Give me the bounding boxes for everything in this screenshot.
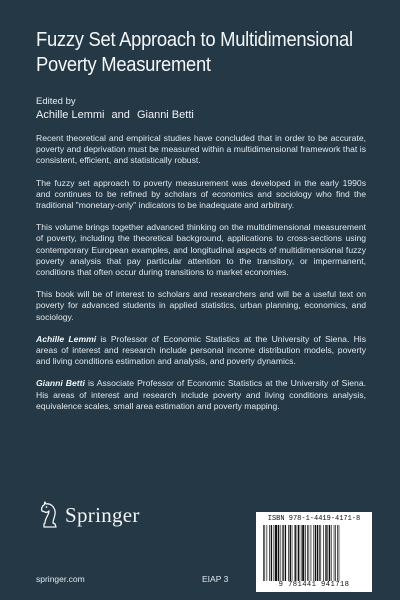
editor-bio-2 xyxy=(36,378,366,412)
editor-bio-1 xyxy=(36,334,366,368)
series-code: EIAP 3 xyxy=(202,574,229,584)
springer-wordmark: Springer xyxy=(65,502,140,527)
chess-knight-icon xyxy=(40,501,60,529)
bio-text-1: is Professor of Economic Statistics at the University of Siena. His areas of interest and research include personal income distribution models, poverty and living conditions estimation and analysis, and poverty dynamics. xyxy=(36,333,367,367)
springer-logo xyxy=(40,500,140,530)
editor-name-1: Achille Lemmi xyxy=(36,109,105,121)
back-cover-blurb xyxy=(36,133,366,423)
blurb-paragraph-4: This book will be of interest to scholars and researchers and will be a useful text on poverty for advanced students in applied statistics, urban planning, economics, and sociology. xyxy=(36,289,366,322)
publisher-website: springer.com xyxy=(36,574,85,584)
isbn-barcode-box xyxy=(256,512,372,592)
editor-name-2: Gianni Betti xyxy=(136,109,194,121)
book-title xyxy=(36,28,353,78)
bio-text-2: is Associate Professor of Economic Statistics at the University of Siena. His areas of interest and research include poverty and living conditions analysis, equivalence scales, small area estimation and poverty mapping. xyxy=(36,378,366,411)
title-line-2: Poverty Measurement xyxy=(36,54,211,76)
bio-name-1: Achille Lemmi xyxy=(36,333,97,344)
editor-conjunction: and xyxy=(111,109,130,121)
barcode-number: 9 781441 941718 xyxy=(278,581,350,589)
title-line-1: Fuzzy Set Approach to Multidimensional xyxy=(36,29,353,51)
blurb-paragraph-3: This volume brings together advanced thinking on the multidimensional measurement of poverty, including the theoretical background, applications to cross-sections using contemporary European examples, and longitudinal aspects of multidimensional fuzzy poverty analysis that pay particular attention to the transitory, or impermanent, conditions that often occur during transitions to market economies. xyxy=(36,222,366,278)
blurb-paragraph-2: The fuzzy set approach to poverty measurement was developed in the early 1990s and continues to be refined by scholars of economics and sociology who find the traditional "monetary-only" indicators to be inadequate and arbitrary. xyxy=(36,177,366,211)
barcode-image xyxy=(263,525,365,581)
blurb-paragraph-1: Recent theoretical and empirical studies have concluded that in order to be accurate, poverty and deprivation must be measured within a multidimensional framework that is consistent, efficient, and statistically robust. xyxy=(36,133,366,166)
edited-by-label: Edited by xyxy=(36,96,76,107)
bio-name-2: Gianni Betti xyxy=(36,378,85,389)
isbn-label: ISBN 978-1-4419-4171-8 xyxy=(267,515,361,523)
editors-line xyxy=(36,109,194,121)
